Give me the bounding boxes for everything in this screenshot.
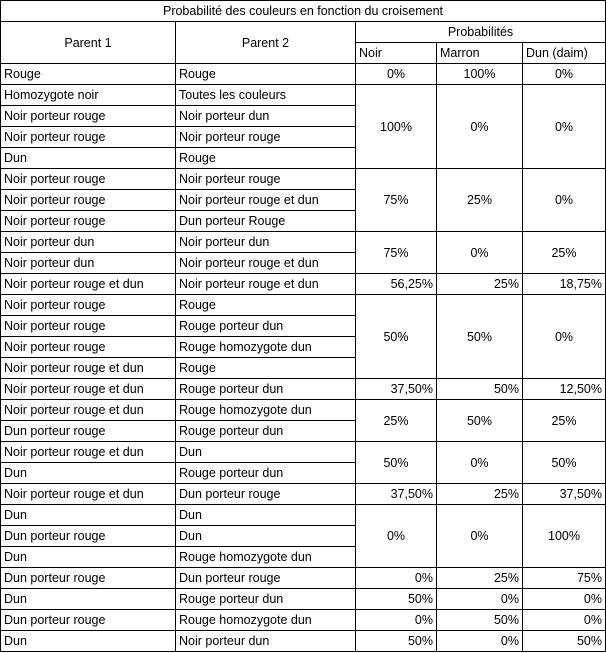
table-row: [1, 64, 606, 85]
table-row: [1, 505, 606, 526]
cell-parent-1: Dun porteur rouge: [1, 421, 176, 442]
cell-prob-noir: 0%: [356, 64, 437, 85]
table-row: [1, 568, 606, 589]
cell-parent-2: Noir porteur rouge et dun: [176, 190, 356, 211]
table-row: [1, 442, 606, 463]
header-dun: Dun (daim): [523, 43, 606, 64]
cell-prob-noir: 37,50%: [356, 379, 437, 400]
cell-prob-dun: 0%: [523, 295, 606, 379]
cell-prob-dun: 100%: [523, 505, 606, 568]
cell-parent-2: Dun porteur rouge: [176, 568, 356, 589]
cell-prob-marron: 50%: [437, 295, 523, 379]
cell-prob-marron: 25%: [437, 484, 523, 505]
cell-prob-dun: 25%: [523, 232, 606, 274]
table-row: [1, 295, 606, 316]
cell-parent-2: Rouge porteur dun: [176, 379, 356, 400]
cell-prob-noir: 56,25%: [356, 274, 437, 295]
cell-parent-2: Rouge homozygote dun: [176, 400, 356, 421]
header-marron: Marron: [437, 43, 523, 64]
cell-prob-dun: 0%: [523, 85, 606, 169]
cell-parent-1: Homozygote noir: [1, 85, 176, 106]
cell-parent-1: Noir porteur rouge: [1, 127, 176, 148]
cell-prob-noir: 37,50%: [356, 484, 437, 505]
cell-prob-dun: 50%: [523, 442, 606, 484]
cell-prob-marron: 100%: [437, 64, 523, 85]
cell-prob-marron: 50%: [437, 379, 523, 400]
table-row: [1, 631, 606, 652]
cell-prob-dun: 0%: [523, 64, 606, 85]
cell-parent-1: Noir porteur rouge et dun: [1, 400, 176, 421]
cell-parent-2: Dun: [176, 442, 356, 463]
table-title: Probabilité des couleurs en fonction du croisement: [1, 1, 606, 22]
cell-parent-2: Rouge homozygote dun: [176, 547, 356, 568]
cell-prob-marron: 50%: [437, 610, 523, 631]
cell-prob-dun: 0%: [523, 610, 606, 631]
cell-prob-marron: 25%: [437, 274, 523, 295]
cell-parent-2: Noir porteur rouge et dun: [176, 253, 356, 274]
cell-prob-marron: 0%: [437, 85, 523, 169]
table-row: [1, 85, 606, 106]
cell-parent-1: Dun porteur rouge: [1, 610, 176, 631]
cell-parent-2: Toutes les couleurs: [176, 85, 356, 106]
cell-parent-1: Noir porteur rouge: [1, 169, 176, 190]
header-noir: Noir: [356, 43, 437, 64]
cell-prob-marron: 0%: [437, 505, 523, 568]
cell-prob-marron: 0%: [437, 589, 523, 610]
cell-prob-noir: 0%: [356, 568, 437, 589]
cell-prob-noir: 50%: [356, 631, 437, 652]
table-row: [1, 379, 606, 400]
cell-parent-1: Dun: [1, 505, 176, 526]
cell-parent-2: Rouge homozygote dun: [176, 610, 356, 631]
cell-parent-2: Rouge: [176, 148, 356, 169]
cell-parent-1: Noir porteur rouge: [1, 316, 176, 337]
cell-parent-2: Rouge porteur dun: [176, 316, 356, 337]
cell-parent-1: Dun: [1, 547, 176, 568]
table-row: [1, 589, 606, 610]
cell-prob-noir: 50%: [356, 589, 437, 610]
cell-parent-1: Noir porteur rouge: [1, 295, 176, 316]
cell-prob-dun: 37,50%: [523, 484, 606, 505]
cell-parent-2: Dun porteur rouge: [176, 484, 356, 505]
cell-parent-2: Dun: [176, 526, 356, 547]
cell-prob-noir: 0%: [356, 610, 437, 631]
cell-parent-2: Dun porteur Rouge: [176, 211, 356, 232]
cell-parent-1: Dun porteur rouge: [1, 568, 176, 589]
cell-prob-marron: 25%: [437, 169, 523, 232]
cell-prob-marron: 0%: [437, 232, 523, 274]
table-row: [1, 169, 606, 190]
cell-parent-1: Noir porteur rouge: [1, 190, 176, 211]
cell-parent-1: Dun: [1, 589, 176, 610]
cell-prob-noir: 0%: [356, 505, 437, 568]
cell-parent-1: Noir porteur rouge et dun: [1, 442, 176, 463]
cell-prob-dun: 0%: [523, 589, 606, 610]
cell-parent-1: Dun porteur rouge: [1, 526, 176, 547]
cell-parent-2: Rouge: [176, 64, 356, 85]
table-row: [1, 400, 606, 421]
cell-parent-2: Rouge homozygote dun: [176, 337, 356, 358]
cell-parent-1: Noir porteur dun: [1, 253, 176, 274]
cell-prob-noir: 100%: [356, 85, 437, 169]
cell-prob-noir: 25%: [356, 400, 437, 442]
cell-parent-2: Rouge porteur dun: [176, 463, 356, 484]
cell-parent-1: Noir porteur dun: [1, 232, 176, 253]
cell-prob-marron: 25%: [437, 568, 523, 589]
cell-parent-1: Rouge: [1, 64, 176, 85]
cell-parent-2: Rouge porteur dun: [176, 589, 356, 610]
header-parent-2: Parent 2: [176, 22, 356, 64]
cell-parent-2: Rouge porteur dun: [176, 421, 356, 442]
cell-parent-2: Noir porteur rouge: [176, 127, 356, 148]
cell-parent-2: Rouge: [176, 295, 356, 316]
cell-parent-1: Dun: [1, 631, 176, 652]
cell-parent-2: Dun: [176, 505, 356, 526]
cell-parent-2: Noir porteur rouge et dun: [176, 274, 356, 295]
table-body: [1, 64, 606, 652]
cell-parent-2: Noir porteur rouge: [176, 169, 356, 190]
cell-prob-dun: 50%: [523, 631, 606, 652]
cell-prob-dun: 12,50%: [523, 379, 606, 400]
cell-parent-2: Noir porteur dun: [176, 631, 356, 652]
table-row: [1, 610, 606, 631]
cell-prob-marron: 0%: [437, 442, 523, 484]
cell-parent-1: Noir porteur rouge et dun: [1, 358, 176, 379]
cell-prob-dun: 75%: [523, 568, 606, 589]
cell-prob-noir: 75%: [356, 232, 437, 274]
cell-prob-marron: 0%: [437, 631, 523, 652]
cell-prob-marron: 50%: [437, 400, 523, 442]
cell-parent-1: Noir porteur rouge: [1, 106, 176, 127]
table-row: [1, 232, 606, 253]
header-parent-1: Parent 1: [1, 22, 176, 64]
cell-parent-2: Rouge: [176, 358, 356, 379]
cell-parent-1: Noir porteur rouge: [1, 337, 176, 358]
cell-parent-1: Noir porteur rouge et dun: [1, 379, 176, 400]
cell-parent-1: Noir porteur rouge: [1, 211, 176, 232]
cell-parent-1: Dun: [1, 148, 176, 169]
cell-prob-dun: 25%: [523, 400, 606, 442]
table-row: [1, 274, 606, 295]
cell-parent-1: Noir porteur rouge et dun: [1, 484, 176, 505]
table-row: [1, 484, 606, 505]
cell-prob-noir: 50%: [356, 442, 437, 484]
cell-prob-noir: 50%: [356, 295, 437, 379]
cell-parent-1: Dun: [1, 463, 176, 484]
cell-parent-2: Noir porteur dun: [176, 232, 356, 253]
cell-prob-noir: 75%: [356, 169, 437, 232]
cell-parent-1: Noir porteur rouge et dun: [1, 274, 176, 295]
header-probabilities: Probabilités: [356, 22, 606, 43]
cell-prob-dun: 18,75%: [523, 274, 606, 295]
cell-prob-dun: 0%: [523, 169, 606, 232]
cell-parent-2: Noir porteur dun: [176, 106, 356, 127]
